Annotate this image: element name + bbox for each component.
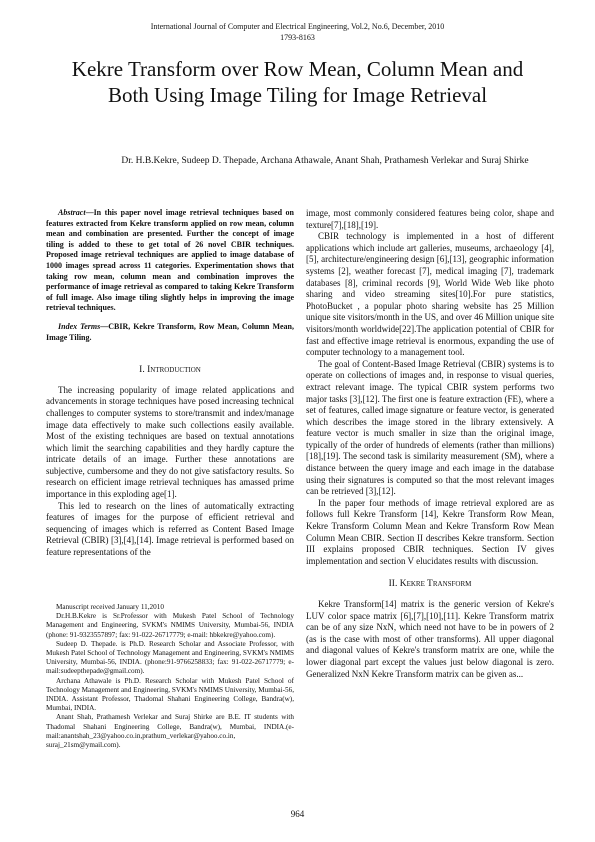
index-terms-lead: Index Terms — [58, 321, 101, 331]
journal-issn: 1793-8163 — [280, 33, 315, 42]
journal-citation: International Journal of Computer and Electrical Engineering, Vol.2, No.6, December, 2010 — [150, 22, 445, 31]
continuation-text: image, most commonly considered features being color, shape and texture[7],[18],[19]. — [306, 208, 554, 230]
footnote: Anant Shah, Prathamesh Verlekar and Suraj Shirke are B.E. IT students with Thadomal Shahani Engineering College, Bandra(w), Mumbai, INDIA.(e-mail:anantshah_23@yahoo.co.in,prathum_verlekar@yahoo.co.in, suraj_21sm@ymail.com). — [46, 713, 294, 750]
index-terms — [46, 322, 294, 343]
left-column — [46, 208, 294, 559]
journal-header — [0, 21, 595, 43]
right-column — [306, 208, 554, 680]
body-paragraph: In the paper four methods of image retrieval explored are as follows full Kekre Transform [14], Kekre Transform Row Mean, Kekre Transform Column Mean and Kekre Transform Row Mean Column Mean CBIR. Section II describes Kekre transform. Section III explains proposed CBIR techniques. Section IV gives implementation and section V elucidates results with discussion. — [306, 497, 554, 566]
page-number: 964 — [290, 809, 305, 819]
intro-paragraph: The increasing popularity of image related applications and advancements in storage techniques have posed increasing technical challenges to computer systems to store/transmit and index/manage image data effectively to make such collections easily available. Most of the existing techniques are based on textual annotations which limit the searching capabilities and they hardly capture the intricate details of an image. Further these annotations are subjective, cumbersome and they do not give satisfactory results. So research on efficient image retrieval techniques has amassed prime importance in this exploding age[1]. — [46, 384, 294, 500]
footnote: Sudeep D. Thepade. is Ph.D. Research Scholar and Associate Professor, with Mukesh Patel School of Technology Management and Engineering, SVKM's NMIMS University, Mumbai-56, INDIA. (phone:91-9766258833; fax: 91-022-26717779; e-mail:sudeepthepade@gmail.com). — [46, 639, 294, 676]
author-list: Dr. H.B.Kekre, Sudeep D. Thepade, Archana Athawale, Anant Shah, Prathamesh Verlekar and Suraj Shirke — [121, 156, 529, 166]
footnotes — [46, 603, 294, 750]
footnote: Manuscript received January 11,2010 — [56, 603, 164, 611]
footnote: Archana Athawale is Ph.D. Research Scholar with Mukesh Patel School of Technology Management and Engineering, SVKM's NMIMS University, Mumbai-56, INDIA. Assistant Professor, Thadomal Shahani Engineering College, Bandra(w), Mumbai, INDIA. — [46, 676, 294, 713]
index-terms-text: —CBIR, Kekre Transform, Row Mean, Column Mean, Image Tiling. — [46, 321, 294, 342]
body-paragraph: Kekre Transform[14] matrix is the generic version of Kekre's LUV color space matrix [6],[7],[10],[11]. Kekre Transform matrix can be of any size NxN, which need not have to be in powers of 2 (as is the case with most of other transforms). All upper diagonal and diagonal values of Kekre's transform matrix are one, while the lower diagonal part except the values just below diagonal is zero. Generalized NxN Kekre Transform matrix can be given as... — [306, 599, 554, 679]
section-heading-introduction: I. Introduction — [139, 365, 201, 376]
body-paragraph: The goal of Content-Based Image Retrieval (CBIR) systems is to operate on collections of images and, in response to visual queries, extract relevant image. The typical CBIR system performs two major tasks [3],[12]. The first one is feature extraction (FE), where a set of features, called image signature or feature vector, is generated which describes the image stored in the library extensively. A feature vector is much smaller in size than the original image, typically of the order of hundreds of elements (rather than millions)[18],[19]. The second task is similarity measurement (SM), where a distance between the query image and each image in the database using their signatures is computed so that the most relevant images can be retrieved [3],[12]. — [306, 358, 554, 497]
abstract-lead: Abstract — [58, 208, 86, 217]
abstract — [46, 208, 294, 314]
footnote: Dr.H.B.Kekre is Sr.Professor with Mukesh Patel School of Technology Management and Engineering, SVKM's NMIMS University, Mumbai-56, INDIA (phone: 91-9323557897; fax: 91-022-26717779; e-mail: hbkekre@yahoo.com). — [46, 612, 294, 639]
intro-paragraph: This led to research on the lines of automatically extracting features of images for the purpose of efficient retrieval and sequencing of images which is referred as Content Based Image Retrieval (CBIR) [3],[4],[14]. Image retrieval is performed based on feature representations of the — [46, 500, 294, 558]
abstract-text: —In this paper novel image retrieval techniques based on features extracted from Kekre transform applied on row mean, column mean and combination are presented. Further the concept of image tiling is added to these to get total of 26 novel CBIR techniques. Proposed image retrieval techniques are applied to image database of 1000 images spread across 11 categories. Experimentation shows that taking row mean, column mean and combination improves the performance of image retrieval as compared to taking Kekre Transform of full image. Also image tiling slightly helps in improving the image retrieval techniques. — [46, 208, 294, 313]
section-heading-kekre-transform: II. Kekre Transform — [388, 579, 472, 590]
body-paragraph: CBIR technology is implemented in a host of different applications which include art galleries, museums, archaeology [4],[5], architecture/engineering design [6],[13], geographic information systems [2], weather forecast [7], medical imaging [7], trademark databases [8], criminal records [9], World Wide Web like photo sharing and video streaming sites[10].For pure statistics, PhotoBucket , a popular photo sharing website has 25 Million unique site visitors/month in the US, and over 46 Million unique site visitors/month worldwide[22].The application potential of CBIR for fast and effective image retrieval is enormous, expanding the use of computer technology to a management tool. — [306, 231, 554, 358]
paper-title: Kekre Transform over Row Mean, Column Mean and Both Using Image Tiling for Image Retrieval — [71, 57, 524, 107]
